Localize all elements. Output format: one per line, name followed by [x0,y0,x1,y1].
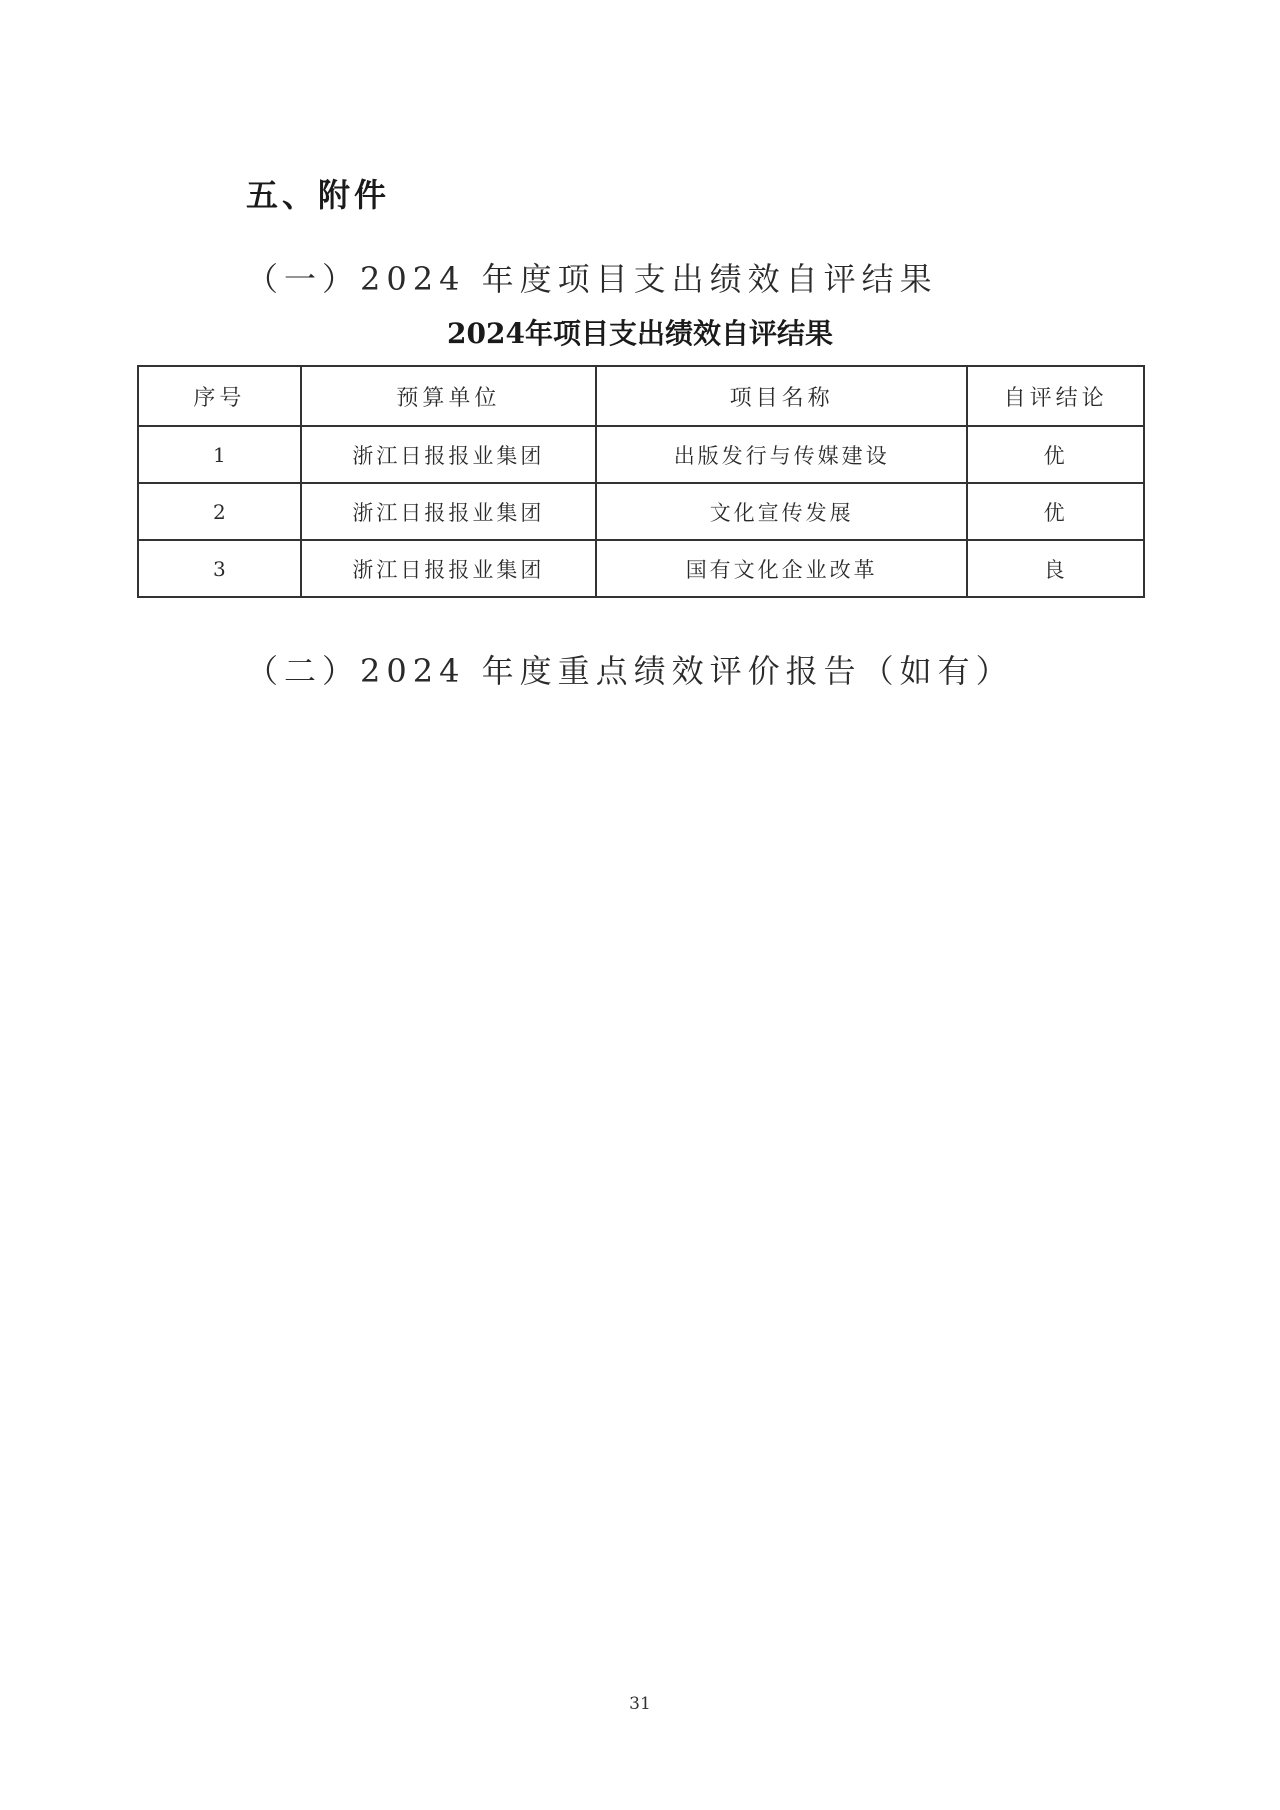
cell-project-name: 国有文化企业改革 [596,540,967,597]
header-budget-unit: 预算单位 [301,366,596,426]
header-self-evaluation: 自评结论 [967,366,1144,426]
cell-seq: 1 [138,426,301,483]
page-number: 31 [629,1694,651,1714]
table-row [138,426,1144,483]
cell-budget-unit: 浙江日报报业集团 [301,483,596,540]
results-table [137,365,1145,598]
cell-project-name: 出版发行与传媒建设 [596,426,967,483]
table-title: 2024年项目支出绩效自评结果 [447,317,833,350]
header-seq: 序号 [138,366,301,426]
cell-self-evaluation: 优 [967,483,1144,540]
cell-budget-unit: 浙江日报报业集团 [301,426,596,483]
cell-seq: 3 [138,540,301,597]
subsection-heading-key-evaluation: （二）2024 年度重点绩效评价报告（如有） [246,652,1014,690]
table-row [138,540,1144,597]
cell-self-evaluation: 良 [967,540,1144,597]
cell-project-name: 文化宣传发展 [596,483,967,540]
header-project-name: 项目名称 [596,366,967,426]
section-heading: 五、附件 [246,176,391,214]
cell-seq: 2 [138,483,301,540]
cell-budget-unit: 浙江日报报业集团 [301,540,596,597]
table-row [138,483,1144,540]
cell-self-evaluation: 优 [967,426,1144,483]
table-header-row [138,366,1144,426]
subsection-heading-self-evaluation: （一）2024 年度项目支出绩效自评结果 [246,260,938,298]
